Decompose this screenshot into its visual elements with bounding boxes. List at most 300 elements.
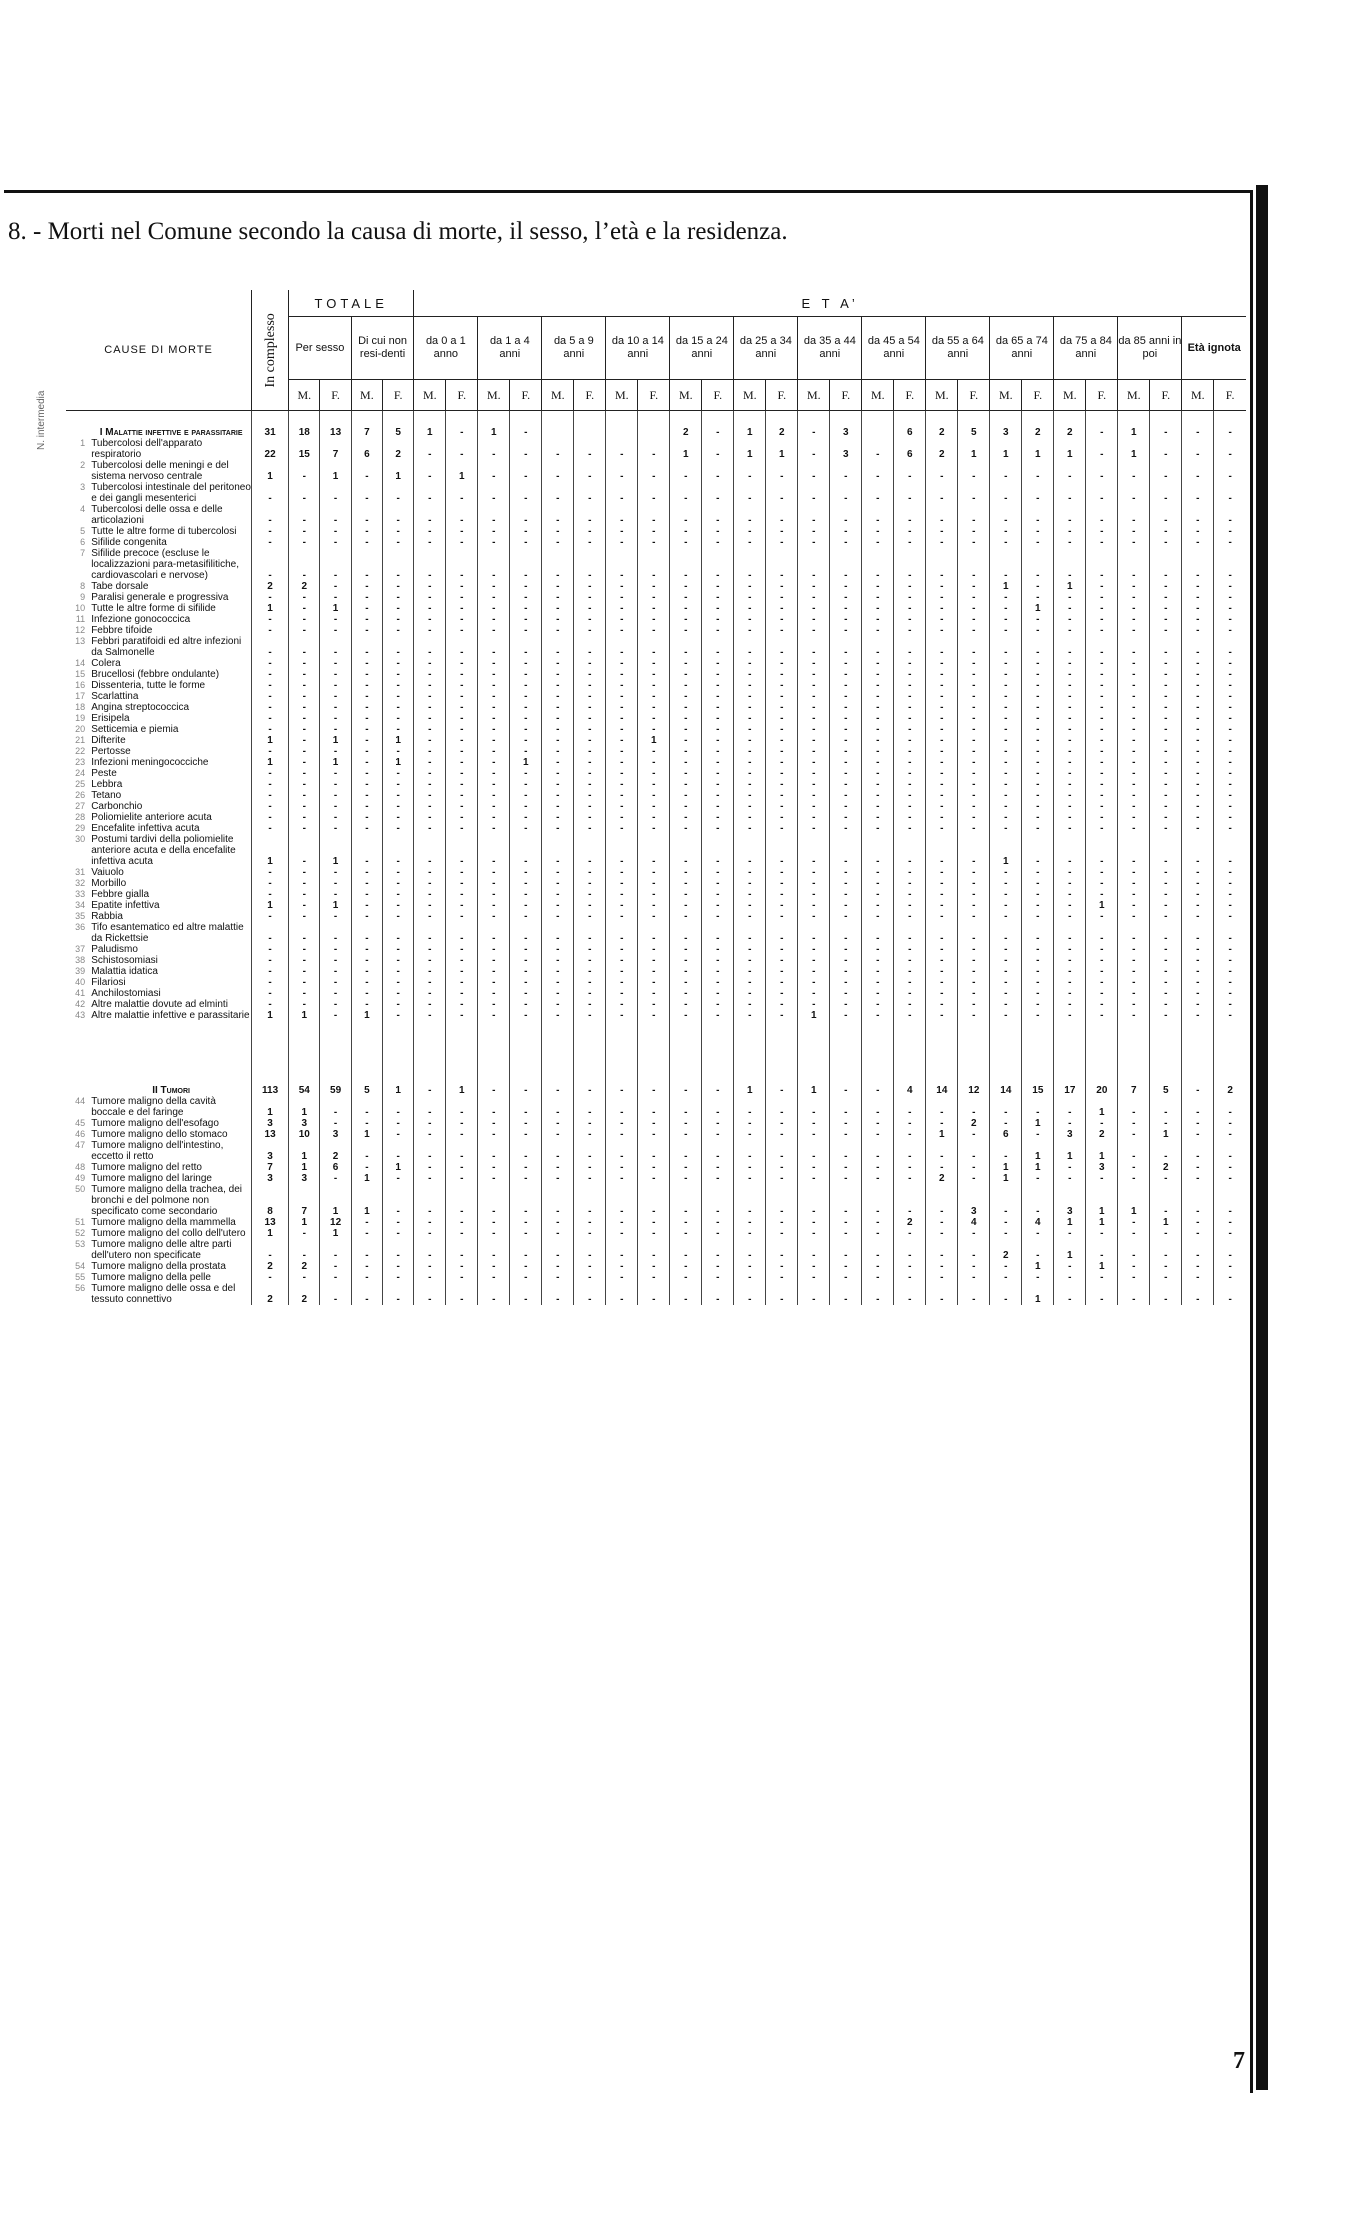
cell-value: - [1182,713,1214,724]
cell-value: - [638,669,670,680]
cell-value: - [574,834,606,867]
table-row [66,482,1246,504]
cell-value: - [252,999,289,1010]
cell-value: - [510,955,542,966]
cell-value: - [894,1184,926,1217]
cell-value: - [542,482,574,504]
cell-value: - [1214,900,1246,911]
cell-value: 1 [1086,1217,1118,1228]
cell-value: - [734,955,766,966]
cell-value: - [606,713,638,724]
cell-value: - [894,537,926,548]
cell-value: - [320,1173,351,1184]
cell-value: - [289,1272,320,1283]
cell-value: 1 [1022,1140,1054,1162]
cell-value: - [383,1118,414,1129]
cell-value: - [1150,438,1182,460]
cell-value: - [702,548,734,581]
cell-value: - [958,1129,990,1140]
cell-value: - [702,944,734,955]
cause-label: Tabe dorsale [91,581,149,592]
cell-value: - [606,746,638,757]
cell-value: - [1182,911,1214,922]
cell-value: - [990,482,1022,504]
table-row [66,526,1246,537]
row-index: 12 [75,625,86,635]
cell-value: - [414,614,446,625]
cell-value: 3 [1086,1162,1118,1173]
cell-value: - [1214,669,1246,680]
cell-value: - [958,592,990,603]
row-index: 51 [75,1217,86,1227]
sex-f-header: F. [1022,380,1054,411]
cell-value: - [862,823,894,834]
cell-value: - [478,999,510,1010]
cell-value: - [478,669,510,680]
cell-value: - [383,977,414,988]
cell-value: - [958,548,990,581]
cell-value: - [1182,823,1214,834]
cell-value: - [1182,1162,1214,1173]
cell-value: - [670,1261,702,1272]
cell-value: - [478,526,510,537]
cell-value: - [289,801,320,812]
cell-value: - [1150,966,1182,977]
cell-value: - [926,1162,958,1173]
cell-value: - [510,1162,542,1173]
row-index: 11 [75,614,86,624]
cell-value: - [252,702,289,713]
cell-value: - [606,658,638,669]
cell-value: - [862,1261,894,1272]
cause-label: Paralisi generale e progressiva [91,592,229,603]
cell-value: - [383,1272,414,1283]
cell-value: - [383,504,414,526]
cell-value: - [926,757,958,768]
cell-value: - [1022,482,1054,504]
cell-value: 22 [252,438,289,460]
cause-label: Rabbia [91,911,123,922]
cell-value: - [289,812,320,823]
cell-value: - [542,746,574,757]
cell-value: - [894,911,926,922]
cell-value: - [351,1217,382,1228]
cell-value: - [1118,625,1150,636]
cell-value: - [574,548,606,581]
cell-value: - [1118,482,1150,504]
cell-value: - [670,702,702,713]
cell-value: 7 [289,1184,320,1217]
cell-value: - [574,999,606,1010]
cell-value: - [1182,548,1214,581]
cause-label: Tutte le altre forme di sifilide [91,603,216,614]
cell-value: - [1214,867,1246,878]
cell-value: - [1182,768,1214,779]
table-row [66,999,1246,1010]
cell-value: - [1150,625,1182,636]
cell-value: - [1182,1129,1214,1140]
cell-value: - [766,867,798,878]
cell-value: - [926,944,958,955]
cell-value: - [798,636,830,658]
cause-header: CAUSE DI MORTE [66,290,252,411]
cell-value: - [1118,1239,1150,1261]
cell-value: - [798,911,830,922]
cell-value: - [606,625,638,636]
cell-value: - [446,1162,478,1173]
cell-value: - [926,713,958,724]
cause-label: Scarlattina [91,691,139,702]
cell-value: - [1022,1228,1054,1239]
row-index: 38 [75,955,86,965]
cell-value: - [606,1261,638,1272]
cell-value: - [1022,779,1054,790]
cell-value: - [734,526,766,537]
cell-value: - [830,1228,862,1239]
cell-value: - [351,713,382,724]
cell-value: - [606,1217,638,1228]
cell-value: - [670,966,702,977]
cell-value: - [734,1140,766,1162]
cell-value: - [446,614,478,625]
cell-value: - [1118,735,1150,746]
cell-value: - [383,1140,414,1162]
section-value: 59 [320,1069,351,1096]
cell-value: - [926,1239,958,1261]
cell-value: - [894,548,926,581]
cell-value: 2 [289,1261,320,1272]
cell-value: 1 [1022,438,1054,460]
cell-value: - [383,999,414,1010]
cell-value: - [1214,1184,1246,1217]
cell-value: - [542,636,574,658]
cell-value: - [862,724,894,735]
cell-value: - [574,768,606,779]
cell-value: - [990,1096,1022,1118]
cell-value: - [574,1162,606,1173]
cause-label: Morbillo [91,878,127,889]
cell-value: - [351,900,382,911]
cell-value: - [638,504,670,526]
cell-value: - [734,1118,766,1129]
cell-value: - [1086,658,1118,669]
cell-value: - [446,834,478,867]
cell-value: - [702,757,734,768]
cell-value: - [926,636,958,658]
cell-value: - [1150,526,1182,537]
cause-label: Infezione gonococcica [91,614,191,625]
cell-value: - [606,812,638,823]
cell-value: - [351,460,382,482]
cell-value: - [926,460,958,482]
cell-value: - [830,1217,862,1228]
cell-value: - [638,922,670,944]
cell-value: - [478,1173,510,1184]
cell-value: - [574,537,606,548]
age-group-header: da 25 a 34 anni [734,317,798,380]
cell-value: - [894,977,926,988]
cell-value: - [958,603,990,614]
row-index: 53 [75,1239,86,1249]
cell-value: - [383,1096,414,1118]
cell-value: - [1214,537,1246,548]
cell-value: - [414,680,446,691]
cell-value: - [1118,548,1150,581]
age-group-header: da 10 a 14 anni [606,317,670,380]
cell-value: 1 [958,438,990,460]
cell-value: - [894,823,926,834]
cell-value: - [510,889,542,900]
cell-value: - [383,801,414,812]
cell-value: - [606,1096,638,1118]
cell-value: - [766,548,798,581]
cell-value: - [320,999,351,1010]
cell-value: - [766,482,798,504]
cell-value: - [446,504,478,526]
cell-value: - [1150,735,1182,746]
cell-value: - [1054,603,1086,614]
cell-value: - [894,625,926,636]
row-index: 41 [75,988,86,998]
row-index: 43 [75,1010,86,1020]
cell-value: - [542,460,574,482]
cell-value: - [1214,746,1246,757]
cell-value: - [351,823,382,834]
cell-value: - [478,911,510,922]
cell-value: - [670,603,702,614]
cell-value: - [990,669,1022,680]
cell-value: - [1182,658,1214,669]
cell-value: - [320,713,351,724]
cell-value: - [862,702,894,713]
cell-value: - [990,1010,1022,1021]
cell-value: - [351,878,382,889]
cell-value: - [766,680,798,691]
cell-value: - [351,1096,382,1118]
cell-value: - [798,1184,830,1217]
cell-value: - [1150,680,1182,691]
cell-value: - [958,867,990,878]
cell-value: - [926,691,958,702]
cell-value: - [1022,790,1054,801]
cell-value: 1 [383,1162,414,1173]
cell-value: - [1150,977,1182,988]
cell-value: - [478,1140,510,1162]
cell-value: - [606,878,638,889]
cell-value: - [1054,735,1086,746]
cell-value: 8 [252,1184,289,1217]
cell-value: - [734,823,766,834]
cell-value: - [1054,636,1086,658]
cell-value: - [766,801,798,812]
cell-value: - [894,757,926,768]
cell-value: - [1150,669,1182,680]
cell-value: - [542,1010,574,1021]
cell-value: - [1118,944,1150,955]
cell-value: - [702,1239,734,1261]
cell-value: - [894,999,926,1010]
cell-value: - [574,1239,606,1261]
cell-value: - [958,823,990,834]
cell-value: - [958,955,990,966]
section-value [862,411,894,439]
cell-value: - [1054,944,1086,955]
cause-label: Anchilostomiasi [91,988,161,999]
cell-value: - [702,537,734,548]
cell-value: - [734,460,766,482]
section-value: - [542,1069,574,1096]
cell-value: - [670,988,702,999]
cell-value: 1 [1054,438,1086,460]
cell-value: - [252,504,289,526]
row-index: 5 [80,526,86,536]
cause-label: Brucellosi (febbre ondulante) [91,669,220,680]
cell-value: - [638,1228,670,1239]
cell-value: - [510,1129,542,1140]
row-index: 14 [75,658,86,668]
cell-value: - [670,482,702,504]
cell-value: - [446,669,478,680]
cell-value: - [734,713,766,724]
cell-value: - [830,1096,862,1118]
row-index: 7 [80,548,86,558]
table-row [66,922,1246,944]
cell-value: - [766,691,798,702]
cell-value: 1 [320,1228,351,1239]
cell-value: - [894,526,926,537]
cell-value: - [734,625,766,636]
cell-value: - [958,482,990,504]
cell-value: - [1182,867,1214,878]
cell-value: - [1086,603,1118,614]
cell-value: - [478,988,510,999]
cell-value: - [1214,636,1246,658]
cell-value: - [351,922,382,944]
cell-value: - [542,592,574,603]
cell-value: 1 [320,603,351,614]
cell-value: - [798,1261,830,1272]
cause-label: Tumore maligno della prostata [91,1261,226,1272]
cell-value: - [1086,922,1118,944]
cell-value: - [638,581,670,592]
cell-value: - [1022,614,1054,625]
cell-value: - [1054,911,1086,922]
cell-value: - [289,504,320,526]
cell-value: - [1118,537,1150,548]
cell-value: - [478,548,510,581]
cell-value: 1 [252,834,289,867]
cell-value: - [1022,625,1054,636]
cell-value: - [862,867,894,878]
cell-value: - [862,603,894,614]
cell-value: - [414,581,446,592]
cell-value: 3 [252,1140,289,1162]
cell-value: - [252,790,289,801]
cell-value: - [670,658,702,669]
cell-value: - [1118,1228,1150,1239]
cell-value: - [670,1217,702,1228]
cell-value: - [1182,482,1214,504]
cell-value: - [990,537,1022,548]
cell-value: - [670,746,702,757]
cell-value: - [252,658,289,669]
cell-value: - [574,801,606,812]
cell-value: - [990,1261,1022,1272]
section-value: 17 [1054,1069,1086,1096]
row-index: 27 [75,801,86,811]
cell-value: 1 [1086,1140,1118,1162]
cell-value: - [926,812,958,823]
cell-value: - [1118,867,1150,878]
cell-value: 1 [734,438,766,460]
cell-value: - [1182,581,1214,592]
cell-value: - [383,746,414,757]
cell-value: - [766,724,798,735]
cell-value: - [1022,526,1054,537]
cell-value: - [958,1228,990,1239]
cell-value: - [383,790,414,801]
cell-value: - [1054,878,1086,889]
cell-value: - [926,878,958,889]
cell-value: - [1054,1228,1086,1239]
cell-value: - [1086,944,1118,955]
cell-value: - [510,977,542,988]
cell-value: - [638,944,670,955]
table-row [66,592,1246,603]
cell-value: - [638,1096,670,1118]
cell-value: - [702,801,734,812]
cell-value: - [798,746,830,757]
cell-value: - [1118,955,1150,966]
cell-value: 2 [926,1173,958,1184]
cell-value: - [670,900,702,911]
cell-value: 1 [289,1162,320,1173]
cell-value: - [1182,592,1214,603]
cell-value: - [638,966,670,977]
cell-value: - [926,1010,958,1021]
cell-value: - [1150,1261,1182,1272]
cell-value: - [1214,1217,1246,1228]
cell-value: - [542,669,574,680]
cell-value: - [1118,680,1150,691]
cell-value: - [1182,537,1214,548]
cell-value: - [574,900,606,911]
cell-value: - [1214,581,1246,592]
cause-label: Tutte le altre forme di tubercolosi [91,526,237,537]
cell-value: - [383,889,414,900]
cell-value: - [990,680,1022,691]
cell-value: - [1182,669,1214,680]
cell-value: - [542,438,574,460]
cell-value: - [1182,988,1214,999]
section-value: 2 [1214,1069,1246,1096]
totale-header: TOTALE [289,290,414,317]
cell-value: - [542,625,574,636]
cell-value: - [1214,779,1246,790]
cell-value: - [574,790,606,801]
cell-value: - [1118,823,1150,834]
cell-value: - [1214,955,1246,966]
cell-value: - [702,1272,734,1283]
cell-value: - [670,1184,702,1217]
cell-value: - [958,1261,990,1272]
cell-value: - [510,1118,542,1129]
cell-value: - [766,504,798,526]
cell-value: - [383,812,414,823]
cell-value: 10 [289,1129,320,1140]
cell-value: - [1086,504,1118,526]
cell-value: - [1182,504,1214,526]
